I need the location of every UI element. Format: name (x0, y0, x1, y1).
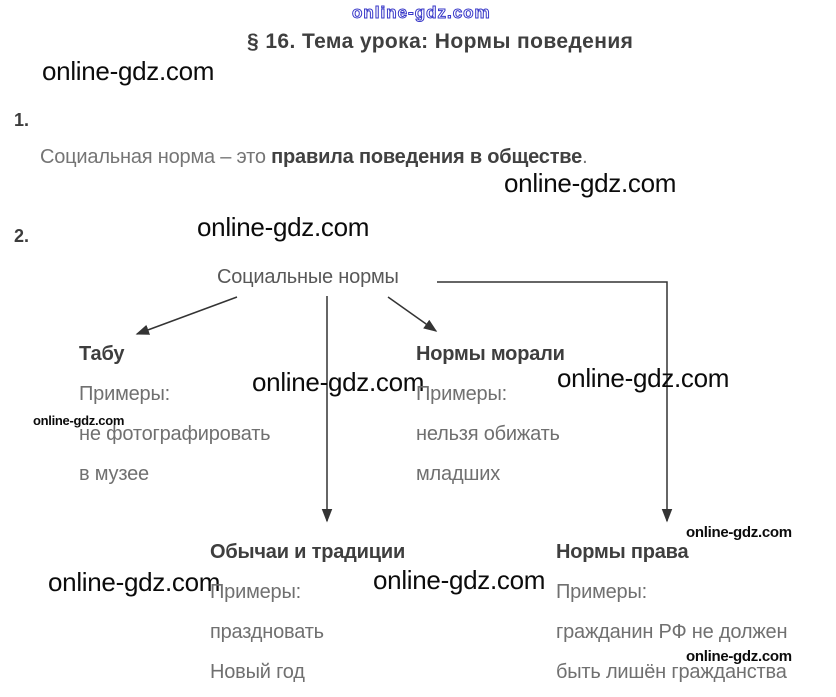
definition-period: . (582, 146, 588, 168)
watermark-small-right-lower: online-gdz.com (686, 648, 792, 665)
branch-examples-label: Примеры: (556, 581, 647, 603)
branch-example-line: быть лишён гражданства (556, 661, 787, 683)
watermark-bottom-center: online-gdz.com (373, 565, 546, 595)
watermark-small-right-upper: online-gdz.com (686, 524, 792, 541)
branch-example-line: гражданин РФ не должен (556, 621, 788, 643)
arrow-to-normy-morali (388, 297, 436, 331)
watermark-above-diagram: online-gdz.com (197, 212, 370, 242)
section1-number: 1. (14, 110, 30, 130)
watermark-top-outline: online-gdz.com (352, 3, 491, 22)
watermark-mid-right: online-gdz.com (557, 363, 730, 393)
definition-sentence (40, 146, 587, 169)
branch-examples-label: Примеры: (210, 581, 301, 603)
branch-example-line: праздновать (210, 621, 324, 643)
watermark-bottom-left: online-gdz.com (48, 567, 221, 597)
branch-example-line: младших (416, 463, 501, 485)
watermark-small-left: online-gdz.com (33, 413, 125, 428)
definition-bold-part: правила поведения в обществе (271, 146, 583, 168)
branch-example-line: в музее (79, 463, 149, 485)
definition-regular-part: Социальная норма – это (40, 146, 272, 168)
branch-title: Табу (79, 343, 125, 365)
branch-title: Нормы морали (416, 343, 565, 365)
branch-normy-morali (416, 343, 565, 486)
branch-title: Нормы права (556, 541, 689, 563)
section2-number: 2. (14, 226, 30, 246)
watermark-mid-left: online-gdz.com (252, 367, 425, 397)
watermark-after-definition: online-gdz.com (504, 168, 677, 198)
branch-title: Обычаи и традиции (210, 541, 406, 563)
arrow-to-tabu (137, 297, 237, 334)
page-title: § 16. Тема урока: Нормы поведения (247, 30, 634, 53)
watermark-header-left: online-gdz.com (42, 56, 215, 86)
branch-normy-prava (556, 541, 787, 684)
branch-tabu (79, 343, 270, 486)
branch-example-line: нельзя обижать (416, 423, 560, 445)
branch-examples-label: Примеры: (79, 383, 170, 405)
branch-obychai (210, 541, 405, 684)
branch-example-line: не фотографировать (79, 423, 271, 445)
branch-examples-label: Примеры: (416, 383, 507, 405)
branch-example-line: Новый год (210, 661, 305, 683)
diagram-root-label: Социальные нормы (217, 266, 399, 288)
